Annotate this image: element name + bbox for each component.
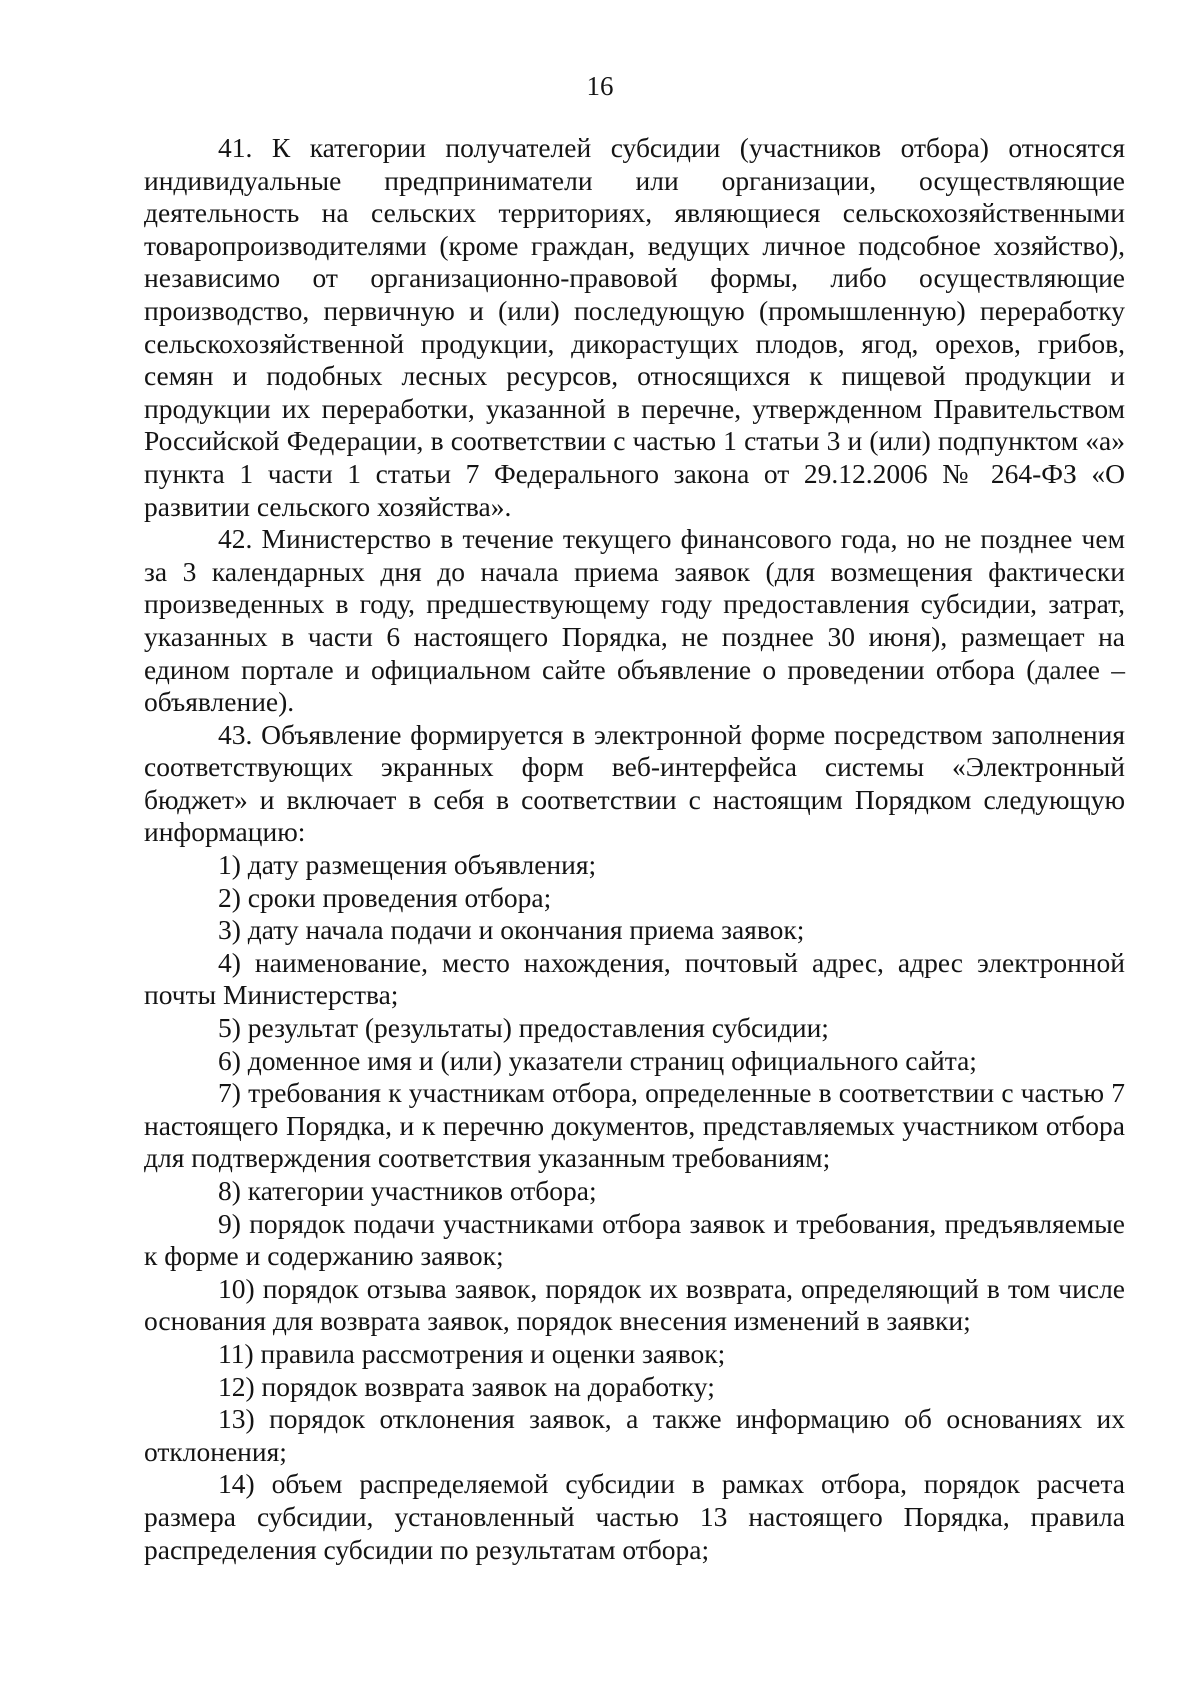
list-item-1: 1) дату размещения объявления; xyxy=(218,849,597,881)
list-item-9: 9) порядок подачи участниками отбора заявок и требования, предъявляемые к форме и содержанию заявок; xyxy=(144,1207,1125,1272)
paragraph-43: 43. Объявление формируется в электронной форме посредством заполнения соответствующих экранных форм веб-интерфейса системы «Электронный бюджет» и включает в себя в соответствии с настоящим Порядком следующую информацию: xyxy=(144,718,1125,848)
list-item-8: 8) категории участников отбора; xyxy=(218,1175,597,1206)
document-body xyxy=(144,132,1125,1566)
list-item-4: 4) наименование, место нахождения, почтовый адрес, адрес электронной почты Министерства; xyxy=(144,946,1125,1011)
list-item-5: 5) результат (результаты) предоставления субсидии; xyxy=(218,1012,829,1044)
list-item-12: 12) порядок возврата заявок на доработку; xyxy=(218,1370,715,1402)
list-item-2: 2) сроки проведения отбора; xyxy=(218,881,552,913)
list-item-14: 14) объем распределяемой субсидии в рамках отбора, порядок расчета размера субсидии, установленный частью 13 настоящего Порядка, правила распределения субсидии по результатам отбора; xyxy=(144,1468,1125,1565)
list-item-7: 7) требования к участникам отбора, определенные в соответствии с частью 7 настоящего Порядка, и к перечню документов, представляемых участником отбора для подтверждения соответствия указанным требованиям; xyxy=(144,1077,1125,1174)
page-number: 16 xyxy=(586,71,614,101)
list-item-11: 11) правила рассмотрения и оценки заявок; xyxy=(218,1337,726,1369)
list-item-3: 3) дату начала подачи и окончания приема заявок; xyxy=(218,914,805,946)
list-item-10: 10) порядок отзыва заявок, порядок их возврата, определяющий в том числе основания для возврата заявок, порядок внесения изменений в заявки; xyxy=(144,1272,1125,1337)
paragraph-41: 41. К категории получателей субсидии (участников отбора) относятся индивидуальные предприниматели или организации, осуществляющие деятельность на сельских территориях, являющиеся сельскохозяйственными товаропроизводителями (кроме граждан, ведущих личное подсобное хозяйство), независимо от организационно-правовой формы, либо осуществляющие производство, первичную и (или) последующую (промышленную) переработку сельскохозяйственной продукции, дикорастущих плодов, ягод, орехов, грибов, семян и подобных лесных ресурсов, относящихся к пищевой продукции и продукции их переработки, указанной в перечне, утвержденном Правительством Российской Федерации, в соответствии с частью 1 статьи 3 и (или) подпунктом «а» пункта 1 части 1 статьи 7 Федерального закона от 29.12.2006 № 264-ФЗ «О развитии сельского хозяйства». xyxy=(144,132,1125,522)
paragraph-42: 42. Министерство в течение текущего финансового года, но не позднее чем за 3 календарных дня до начала приема заявок (для возмещения фактически произведенных в году, предшествующему году предоставления субсидии, затрат, указанных в части 6 настоящего Порядка, не позднее 30 июня), размещает на едином портале и официальном сайте объявление о проведении отбора (далее – объявление). xyxy=(144,523,1125,718)
list-item-6: 6) доменное имя и (или) указатели страниц официального сайта; xyxy=(218,1044,977,1076)
list-item-13: 13) порядок отклонения заявок, а также информацию об основаниях их отклонения; xyxy=(144,1403,1125,1467)
